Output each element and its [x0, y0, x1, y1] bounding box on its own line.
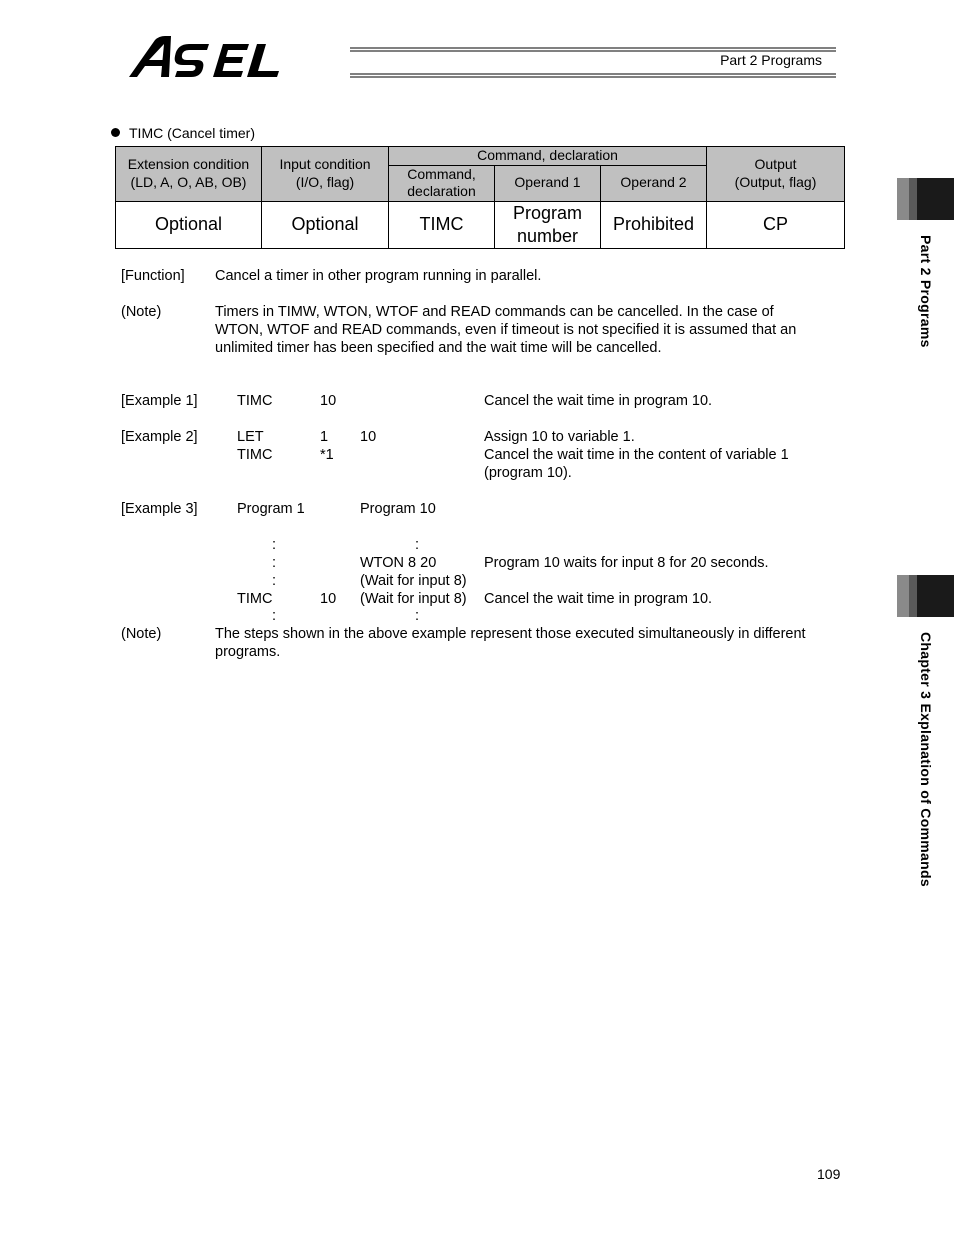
command-title	[111, 125, 255, 141]
example-2-command-1: LET	[237, 429, 264, 445]
example-1-label: [Example 1]	[121, 393, 198, 409]
example-2-label: [Example 2]	[121, 429, 198, 445]
cell-operand-1: Program number	[495, 201, 601, 248]
header-operand-2: Operand 2	[601, 165, 707, 201]
example-2-description-1: Assign 10 to variable 1.	[484, 429, 635, 445]
header-output: Output (Output, flag)	[707, 147, 845, 202]
example-2-operand-1: 1	[320, 429, 329, 445]
cell-command: TIMC	[389, 201, 495, 248]
note-2-text: The steps shown in the above example represent those executed simultaneously in different programs.	[215, 626, 806, 660]
side-label-part: Part 2 Programs	[918, 235, 934, 348]
note-2-label: (Note)	[121, 626, 162, 642]
example-3-timc-description: Cancel the wait time in program 10.	[484, 591, 713, 607]
ellipsis-colon: :	[272, 537, 277, 553]
bullet-icon	[111, 128, 120, 137]
example-3-program-1: Program 1	[237, 501, 305, 517]
ellipsis-colon: :	[272, 555, 277, 571]
header-section: Part 2 Programs	[720, 52, 822, 68]
example-2-description-2: Cancel the wait time in the content of variable 1 (program 10).	[484, 447, 789, 481]
cell-output: CP	[707, 201, 845, 248]
cell-operand-2: Prohibited	[601, 201, 707, 248]
header-operand-1: Operand 1	[495, 165, 601, 201]
side-tab-part	[897, 178, 954, 220]
example-1-command: TIMC	[237, 393, 273, 409]
ellipsis-colon: :	[415, 608, 420, 624]
example-3-label: [Example 3]	[121, 501, 198, 517]
side-tab-chapter	[897, 575, 954, 617]
example-3-timc: TIMC	[237, 591, 273, 607]
header-command: Command, declaration	[389, 165, 495, 201]
example-2-operand-2: 10	[360, 429, 377, 445]
note-label: (Note)	[121, 304, 162, 320]
cell-extension: Optional	[116, 201, 262, 248]
example-3-wton-description: Program 10 waits for input 8 for 20 seconds.	[484, 555, 769, 571]
example-3-wton: WTON 8 20	[360, 555, 437, 571]
ellipsis-colon: :	[272, 573, 277, 589]
asel-logo	[125, 34, 355, 80]
command-title-text: TIMC (Cancel timer)	[129, 125, 256, 141]
example-3-wait-2: (Wait for input 8)	[360, 591, 467, 607]
cell-input: Optional	[262, 201, 389, 248]
page-number: 109	[817, 1166, 841, 1182]
example-2-operand-3: *1	[320, 447, 334, 463]
function-label: [Function]	[121, 268, 185, 284]
ellipsis-colon: :	[415, 537, 420, 553]
example-1-description: Cancel the wait time in program 10.	[484, 393, 713, 409]
ellipsis-colon: :	[272, 608, 277, 624]
example-3-wait-1: (Wait for input 8)	[360, 573, 467, 589]
header-extension-condition: Extension condition (LD, A, O, AB, OB)	[116, 147, 262, 202]
side-label-chapter: Chapter 3 Explanation of Commands	[918, 632, 934, 887]
example-1-operand: 10	[320, 393, 337, 409]
example-3-timc-operand: 10	[320, 591, 337, 607]
header-command-group: Command, declaration	[389, 147, 707, 166]
example-2-command-2: TIMC	[237, 447, 273, 463]
example-3-program-10: Program 10	[360, 501, 436, 517]
command-table	[115, 146, 845, 249]
function-text: Cancel a timer in other program running in parallel.	[215, 268, 542, 284]
header-input-condition: Input condition (I/O, flag)	[262, 147, 389, 202]
note-text: Timers in TIMW, WTON, WTOF and READ commands can be cancelled. In the case of WTON, WTOF and READ commands, even if timeout is not specified it is assumed that an unlimited timer has been specified and the wait time will be cancelled.	[215, 304, 797, 356]
